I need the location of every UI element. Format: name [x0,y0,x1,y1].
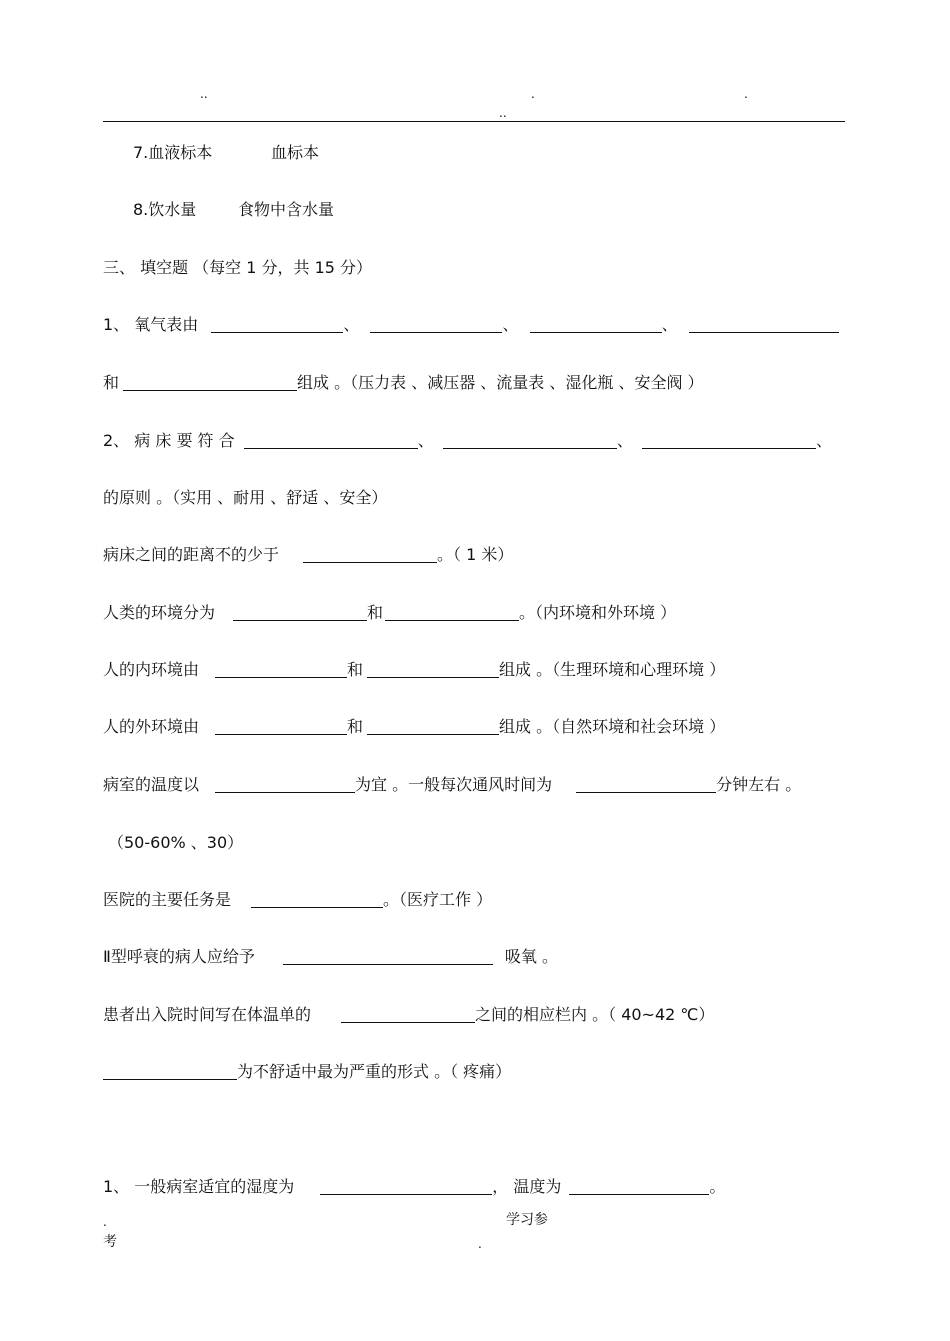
blank [370,316,502,333]
blank [385,604,519,621]
item-1-text: 1、 氧气表由 [103,315,199,334]
item-7-answer: （50-60% 、30） [108,833,244,852]
sep: 、 [417,431,434,450]
blank [123,374,297,391]
item-1-answer: 组成 。（压力表 、减压器 、流量表 、湿化瓶 、安全阀 ） [297,373,704,392]
blank [215,718,347,735]
item-9-answer: 吸氧 。 [504,947,558,966]
item-4 [103,603,676,623]
blank [251,891,383,908]
section-heading: 三、 填空题 （每空 1 分，共 15 分） [103,258,373,277]
footer-dot-mid: . [478,1237,482,1251]
sep: 、 [343,315,360,334]
blank [233,604,367,621]
q8-term-a: 8.饮水量 [133,200,197,219]
item-3-text: 病床之间的距离不的少于 [103,545,280,564]
item-5-and: 和 [347,660,364,679]
blank [244,432,418,449]
item-7-middle: 为宜 。一般每次通风时间为 [355,775,553,794]
item-1-and: 和 [103,373,120,392]
footer-left-text: 考 [103,1234,117,1250]
item-10 [103,1005,714,1025]
item-6 [103,717,725,737]
item-2-cont: 的原则 。（实用 、耐用 、舒适 、安全） [103,488,388,507]
header-dots-right: . [744,87,748,101]
footer-center-text: 学习参 [506,1212,548,1228]
item-6-text: 人的外环境由 [103,717,200,736]
item-8-text: 医院的主要任务是 [103,890,232,909]
item-12-text: 1、 一般病室适宜的湿度为 [103,1177,295,1196]
item-5-answer: 组成 。（生理环境和心理环境 ） [499,660,726,679]
item-7 [103,775,801,795]
item-4-and: 和 [367,603,384,622]
item-4-answer: 。（内环境和外环境 ） [519,603,677,622]
item-7-tail: 分钟左右 。 [716,775,802,794]
blank [341,1006,475,1023]
item-6-and: 和 [347,717,364,736]
item-5 [103,660,725,680]
item-3 [103,545,513,565]
item-2-text: 2、 病 床 要 符 合 [103,431,235,450]
item-12 [103,1177,725,1197]
blank [367,718,499,735]
blank [320,1178,492,1195]
item-8 [103,890,492,910]
blank [530,316,662,333]
blank [103,1063,237,1080]
blank [211,316,343,333]
item-12-tail: 。 [709,1177,726,1196]
blank [642,432,816,449]
sep: 、 [616,431,633,450]
item-6-answer: 组成 。（自然环境和社会环境 ） [499,717,726,736]
blank [689,316,839,333]
blank [215,776,355,793]
item-2 [103,431,832,451]
item-8-answer: 。（医疗工作 ） [383,890,493,909]
item-9-text: Ⅱ型呼衰的病人应给予 [103,947,255,966]
item-11-text: 为不舒适中最为严重的形式 。（ 疼痛） [237,1062,512,1081]
footer-dot-left: . [103,1215,107,1229]
item-11 [103,1062,511,1082]
item-7-text: 病室的温度以 [103,775,200,794]
sep: 、 [502,315,519,334]
header-dots-under: .. [499,106,507,120]
blank [283,948,493,965]
blank [303,546,437,563]
q7-term-b: 血标本 [271,143,320,162]
blank [576,776,716,793]
item-1-cont [103,373,704,393]
blank [569,1178,709,1195]
item-1 [103,315,839,335]
item-12-middle: ， 温度为 [492,1177,562,1196]
blank [443,432,617,449]
item-3-answer: 。（ 1 米） [437,545,514,564]
header-rule [103,121,845,122]
item-10-answer: 之间的相应栏内 。（ 40~42 ℃） [475,1005,715,1024]
header-dots-mid: . [531,87,535,101]
item-5-text: 人的内环境由 [103,660,200,679]
q7-term-a: 7.血液标本 [133,143,213,162]
item-10-text: 患者出入院时间写在体温单的 [103,1005,312,1024]
q8-term-b: 食物中含水量 [238,200,335,219]
sep: 、 [815,431,832,450]
item-9 [103,947,558,967]
item-4-text: 人类的环境分为 [103,603,216,622]
blank [215,661,347,678]
sep: 、 [661,315,678,334]
blank [367,661,499,678]
header-dots-left: .. [200,87,208,101]
